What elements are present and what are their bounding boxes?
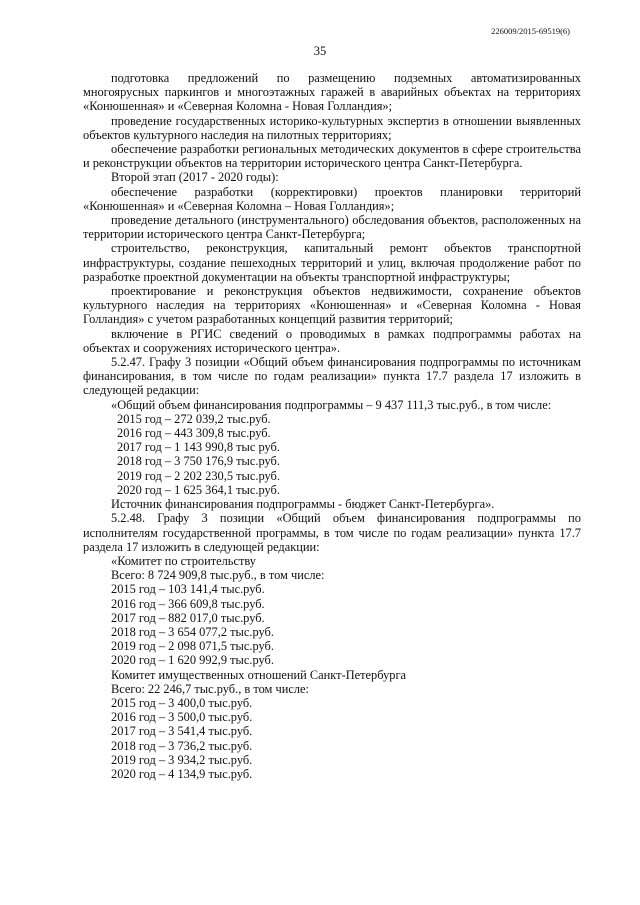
list-item: 2015 год – 3 400,0 тыс.руб. bbox=[111, 695, 253, 710]
paragraph: Источник финансирования подпрограммы - бюджет Санкт-Петербурга». bbox=[111, 497, 495, 512]
paragraph: Второй этап (2017 - 2020 годы): bbox=[111, 170, 279, 185]
list-item: 2019 год – 2 202 230,5 тыс.руб. bbox=[117, 468, 280, 483]
list-item: 2019 год – 3 934,2 тыс.руб. bbox=[111, 752, 253, 767]
list-item: 2018 год – 3 654 077,2 тыс.руб. bbox=[111, 624, 274, 639]
document-code: 226009/2015-69519(6) bbox=[491, 26, 570, 36]
list-item: 2020 год – 4 134,9 тыс.руб. bbox=[111, 766, 253, 781]
paragraph: проектирование и реконструкция объектов недвижимости, сохранение объектов культурного наследия на территориях «Конюшенная» и «Северная Коломна - Новая Голландия» с учетом разработанных концепций развития территорий; bbox=[83, 284, 581, 327]
paragraph: Всего: 8 724 909,8 тыс.руб., в том числе: bbox=[111, 568, 325, 583]
list-item: 2020 год – 1 625 364,1 тыс.руб. bbox=[117, 482, 280, 497]
list-item: 2017 год – 3 541,4 тыс.руб. bbox=[111, 724, 253, 739]
paragraph: включение в РГИС сведений о проводимых в рамках подпрограммы работах на объектах и сооружениях исторического центра». bbox=[83, 326, 581, 355]
list-item: 2016 год – 366 609,8 тыс.руб. bbox=[111, 596, 265, 611]
list-item: 2015 год – 103 141,4 тыс.руб. bbox=[111, 582, 265, 597]
property-committee-years-list bbox=[83, 696, 581, 781]
list-item: 2017 год – 1 143 990,8 тыс руб. bbox=[117, 440, 280, 455]
paragraph: 5.2.48. Графу 3 позиции «Общий объем финансирования подпрограммы по исполнителям государственной программы, в том числе по годам реализации» пункта 17.7 раздела 17 изложить в следующей редакции: bbox=[83, 511, 581, 554]
paragraph: 5.2.47. Графу 3 позиции «Общий объем финансирования подпрограммы по источникам финансирования, в том числе по годам реализации» пункта 17.7 раздела 17 изложить в следующей редакции: bbox=[83, 355, 581, 398]
paragraph: «Комитет по строительству bbox=[111, 553, 256, 568]
construction-committee-years-list bbox=[83, 582, 581, 667]
document-body bbox=[83, 71, 581, 781]
paragraph: подготовка предложений по размещению подземных автоматизированных многоярусных паркингов и многоэтажных гаражей в аварийных объектах на территориях «Конюшенная» и «Северная Коломна - Новая Голландия»; bbox=[83, 71, 581, 114]
list-item: 2016 год – 3 500,0 тыс.руб. bbox=[111, 710, 253, 725]
list-item: 2015 год – 272 039,2 тыс.руб. bbox=[117, 411, 271, 426]
list-item: 2018 год – 3 750 176,9 тыс.руб. bbox=[117, 454, 280, 469]
page-number: 35 bbox=[313, 44, 327, 58]
list-item: 2016 год – 443 309,8 тыс.руб. bbox=[117, 426, 271, 441]
list-item: 2018 год – 3 736,2 тыс.руб. bbox=[111, 738, 253, 753]
list-item: 2020 год – 1 620 992,9 тыс.руб. bbox=[111, 653, 274, 668]
paragraph: обеспечение разработки (корректировки) проектов планировки территорий «Конюшенная» и «Северная Коломна – Новая Голландия»; bbox=[83, 184, 581, 213]
paragraph: «Общий объем финансирования подпрограммы – 9 437 111,3 тыс.руб., в том числе: bbox=[111, 397, 552, 412]
paragraph: проведение государственных историко-культурных экспертиз в отношении выявленных объектов культурного наследия на пилотных территориях; bbox=[83, 113, 581, 142]
list-item: 2017 год – 882 017,0 тыс.руб. bbox=[111, 610, 265, 625]
paragraph: Всего: 22 246,7 тыс.руб., в том числе: bbox=[111, 681, 309, 696]
paragraph: Комитет имущественных отношений Санкт-Петербурга bbox=[111, 667, 407, 682]
paragraph: обеспечение разработки региональных методических документов в сфере строительства и реконструкции объектов на территории исторического центра Санкт-Петербурга. bbox=[83, 142, 581, 171]
paragraph: строительство, реконструкция, капитальный ремонт объектов транспортной инфраструктуры, создание пешеходных территорий и улиц, включая продолжение работ по разработке проектной документации на объекты транспортной инфраструктуры; bbox=[83, 241, 581, 284]
paragraph: проведение детального (инструментального) обследования объектов, расположенных на территории исторического центра Санкт-Петербурга; bbox=[83, 213, 581, 242]
list-item: 2019 год – 2 098 071,5 тыс.руб. bbox=[111, 639, 274, 654]
financing-years-list bbox=[83, 412, 581, 497]
